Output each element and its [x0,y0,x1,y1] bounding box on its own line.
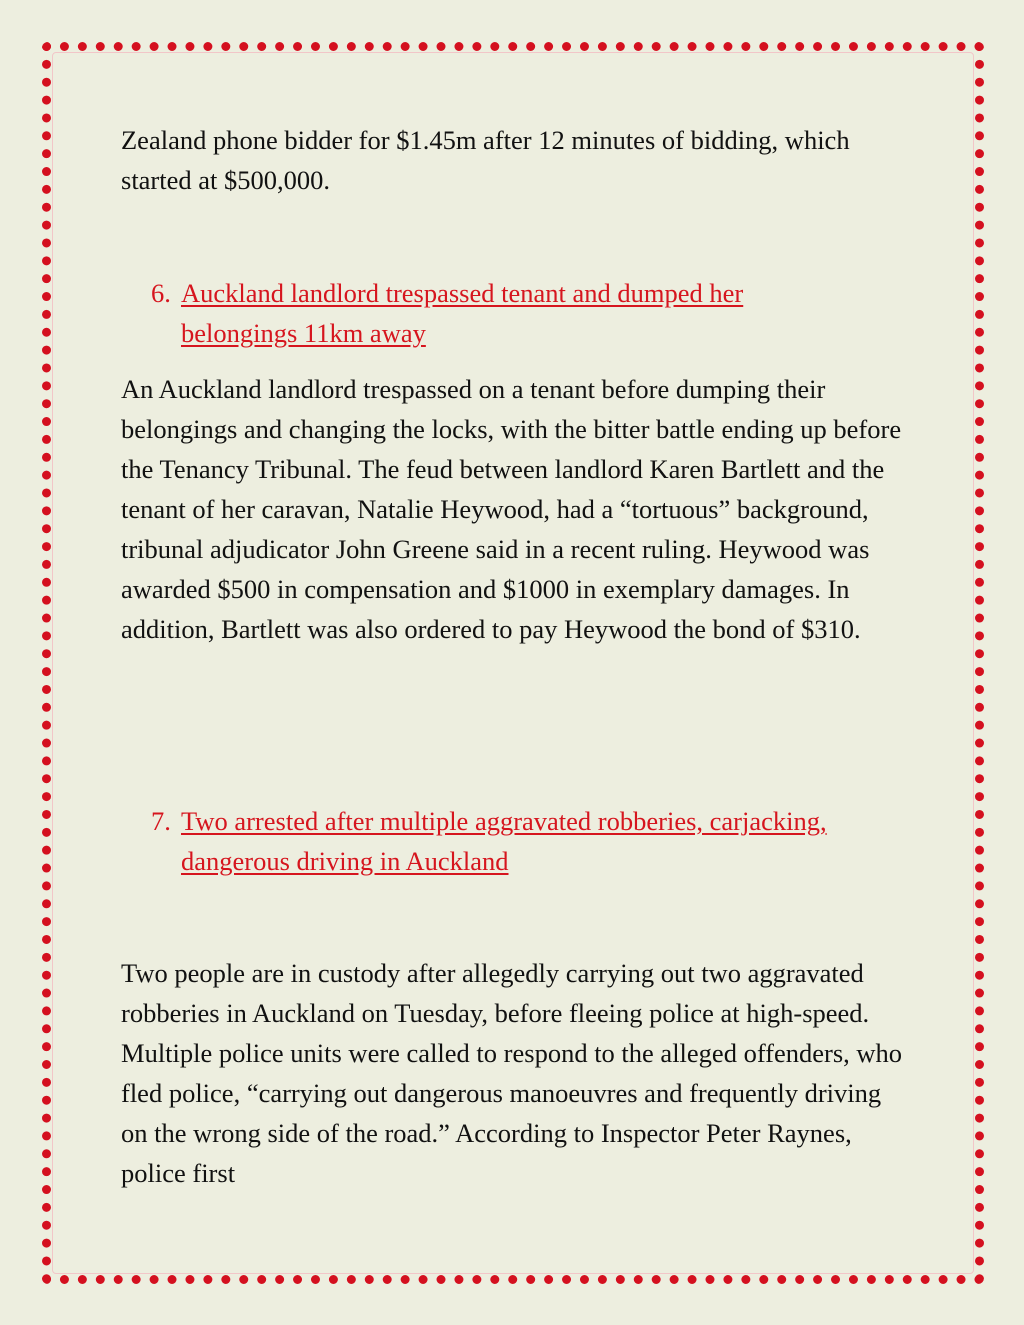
headline-item-7 [151,801,851,881]
item-number: 6. [151,278,171,308]
article-paragraph-robberies: Two people are in custody after allegedly carrying out two aggravated robberies in Auckland on Tuesday, before fleeing police at high-speed. Multiple police units were called to respond to the alleged offenders, who fled police, “carrying out dangerous manoeuvres and frequently driving on the wrong side of the road.” According to Inspector Peter Raynes, police first [121,958,903,1188]
continued-paragraph: Zealand phone bidder for $1.45m after 12 minutes of bidding, which started at $500,000. [121,125,850,195]
headline-link-landlord[interactable]: Auckland landlord trespassed tenant and dumped her belongings 11km away [181,278,744,348]
article-paragraph-landlord: An Auckland landlord trespassed on a tenant before dumping their belongings and changing the locks, with the bitter battle ending up before the Tenancy Tribunal. The feud between landlord Karen Bartlett and the tenant of her caravan, Natalie Heywood, had a “tortuous” background, tribunal adjudicator John Greene said in a recent ruling. Heywood was awarded $500 in compensation and $1000 in exemplary damages. In addition, Bartlett was also ordered to pay Heywood the bond of $310. [121,374,902,644]
item-number: 7. [151,806,171,836]
headline-link-robberies[interactable]: Two arrested after multiple aggravated robberies, carjacking, dangerous driving in Auckland [181,806,827,876]
headline-item-6 [151,273,851,353]
